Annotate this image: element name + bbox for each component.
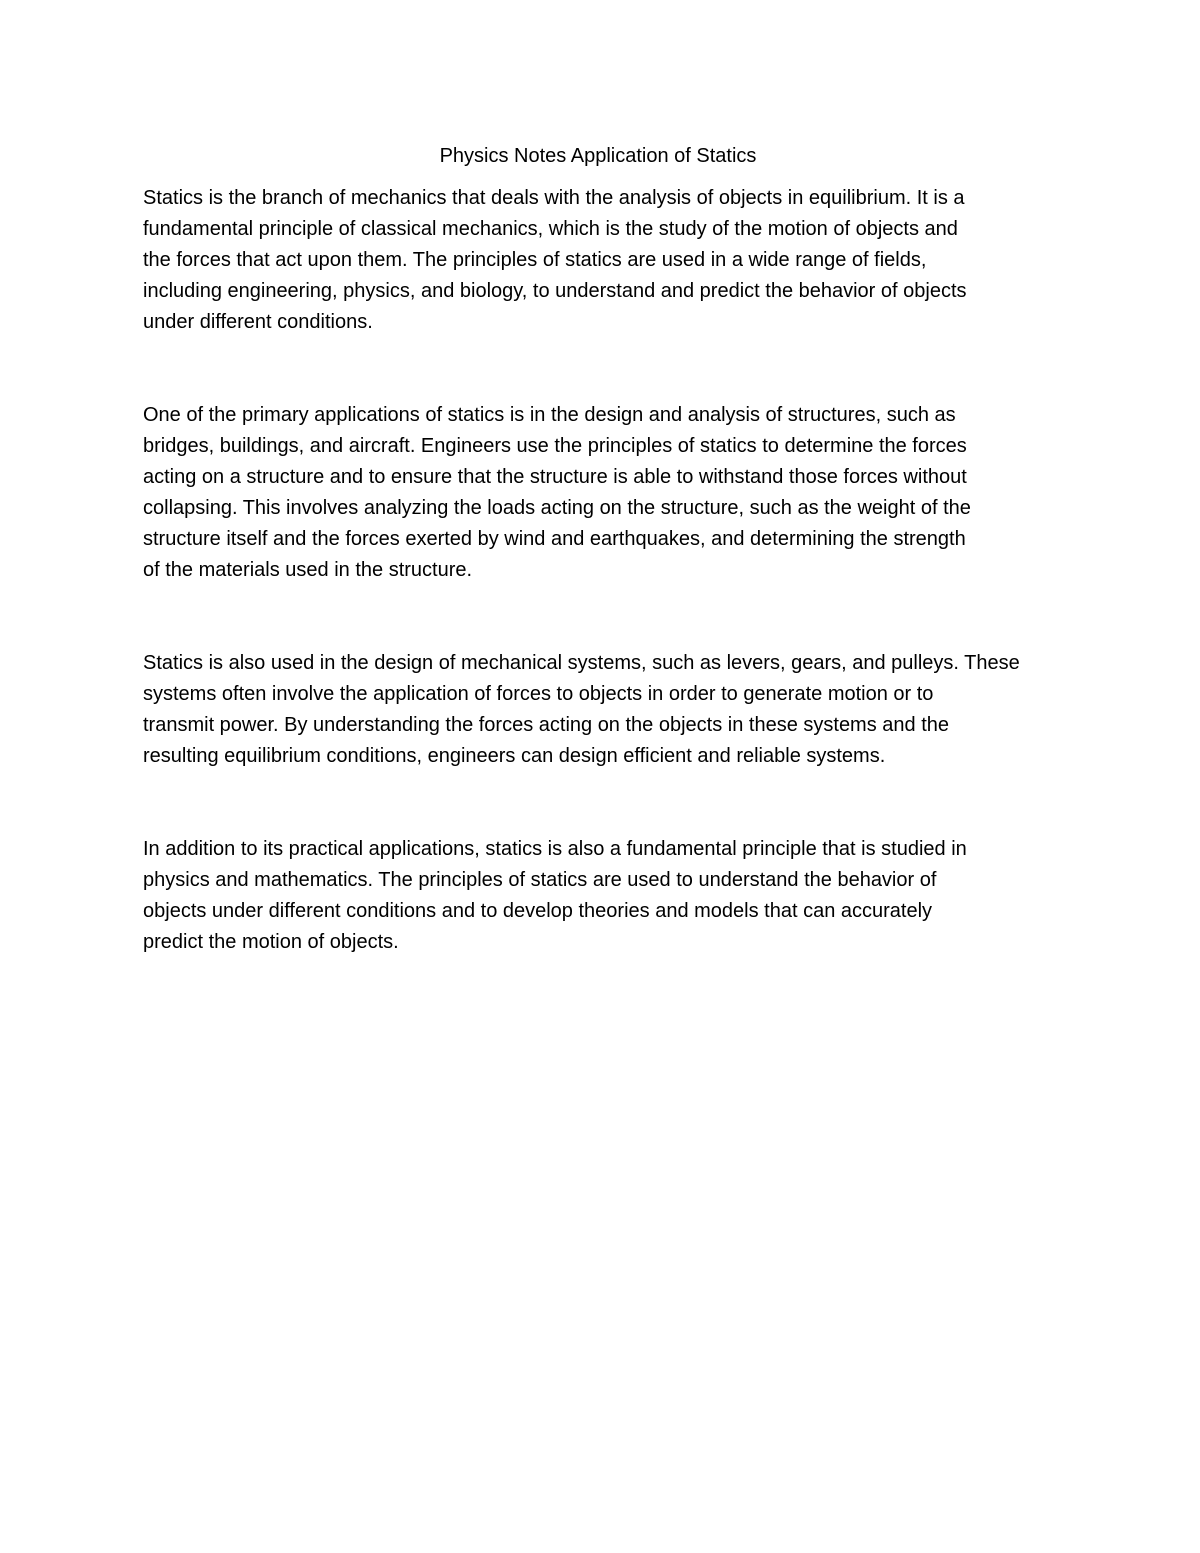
paragraph-line: One of the primary applications of statics is in the design and analysis of structures, such as <box>143 404 956 426</box>
paragraph-line: resulting equilibrium conditions, engineers can design efficient and reliable systems. <box>143 745 886 767</box>
document-body <box>143 141 1063 958</box>
paragraph-structures <box>143 400 1063 586</box>
paragraph-line: bridges, buildings, and aircraft. Engineers use the principles of statics to determine the forces <box>143 435 967 457</box>
paragraph-line: Statics is the branch of mechanics that deals with the analysis of objects in equilibrium. It is a <box>143 187 965 209</box>
document-title: Physics Notes Application of Statics <box>439 145 757 167</box>
paragraph-line: objects under different conditions and to develop theories and models that can accurately <box>143 900 933 922</box>
paragraph-line: predict the motion of objects. <box>143 931 399 953</box>
paragraph-line: structure itself and the forces exerted by wind and earthquakes, and determining the strength <box>143 528 966 550</box>
paragraph-intro <box>143 183 1063 338</box>
paragraph-line: the forces that act upon them. The principles of statics are used in a wide range of fields, <box>143 249 927 271</box>
paragraph-line: physics and mathematics. The principles of statics are used to understand the behavior of <box>143 869 937 891</box>
paragraph-line: Statics is also used in the design of mechanical systems, such as levers, gears, and pulleys. These <box>143 652 1020 674</box>
paragraph-line: including engineering, physics, and biology, to understand and predict the behavior of objects <box>143 280 967 302</box>
paragraph-line: under different conditions. <box>143 311 373 333</box>
paragraph-line: of the materials used in the structure. <box>143 559 473 581</box>
paragraph-line: collapsing. This involves analyzing the loads acting on the structure, such as the weight of the <box>143 497 971 519</box>
paragraph-mechanical-systems <box>143 648 1063 772</box>
paragraph-line: transmit power. By understanding the forces acting on the objects in these systems and the <box>143 714 950 736</box>
paragraph-line: systems often involve the application of forces to objects in order to generate motion or to <box>143 683 934 705</box>
paragraph-line: fundamental principle of classical mechanics, which is the study of the motion of objects and <box>143 218 958 240</box>
paragraph-line: acting on a structure and to ensure that the structure is able to withstand those forces without <box>143 466 967 488</box>
paragraph-line: In addition to its practical applications, statics is also a fundamental principle that is studied in <box>143 838 967 860</box>
paragraph-physics-mathematics <box>143 834 1063 958</box>
